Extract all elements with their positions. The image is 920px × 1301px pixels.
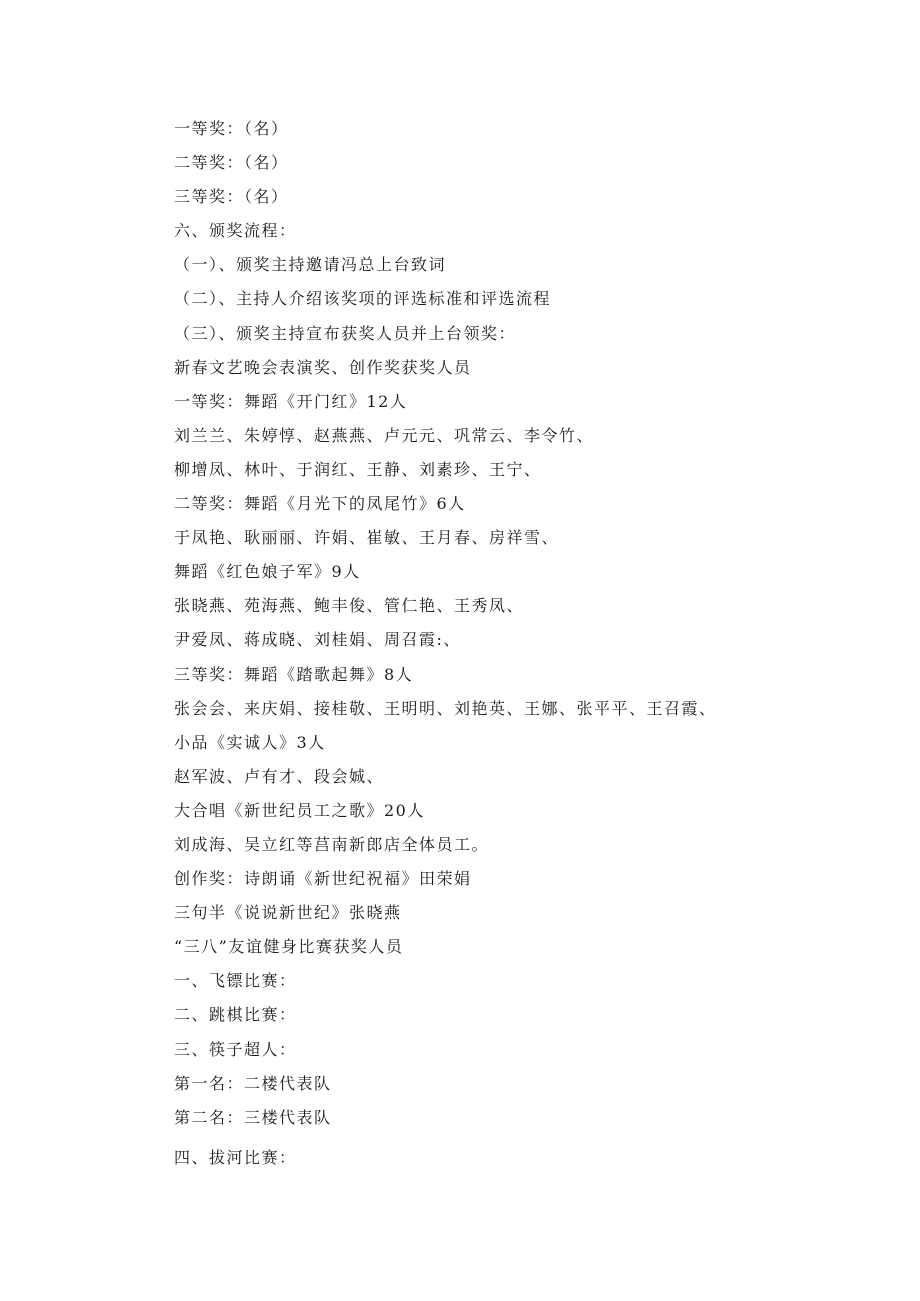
text-line: 四、拔河比赛： [174,1147,297,1167]
text-line: （二）、主持人介绍该奖项的评选标准和评选流程 [174,289,552,309]
text-line: 第一名：二楼代表队 [174,1073,332,1093]
text-line: 小品《实诚人》3人 [174,732,326,752]
text-line: 二等奖：（名） [174,153,289,173]
section-heading: 六、颁奖流程： [174,221,297,241]
text-line: 三等奖：（名） [174,187,289,207]
text-line: 赵军波、卢有才、段会娍、 [174,766,385,786]
text-line: 刘成海、吴立红等莒南新郎店全体员工。 [174,834,490,854]
text-line: 舞蹈《红色娘子军》9人 [174,562,361,582]
text-line: 于凤艳、耿丽丽、许娟、崔敏、王月春、房祥雪、 [174,528,560,548]
text-line: 创作奖：诗朗诵《新世纪祝福》田荣娟 [174,869,472,889]
text-line: 二等奖：舞蹈《月光下的凤尾竹》6人 [174,494,466,514]
text-line: 二、跳棋比赛： [174,1005,297,1025]
text-line: 张会会、来庆娟、接桂敬、王明明、刘艳英、王娜、张平平、王召霞、 [174,698,717,718]
text-line: 三句半《说说新世纪》张晓燕 [174,903,402,923]
section-heading: “三八”友谊健身比赛获奖人员 [174,937,404,957]
text-line: （一）、颁奖主持邀请冯总上台致词 [174,255,447,275]
text-line: 尹爱凤、蒋成晓、刘桂娟、周召霞:、 [174,630,461,650]
text-line: 柳增凤、林叶、于润红、王静、刘素珍、王宁、 [174,459,542,479]
text-line: 张晓燕、苑海燕、鲍丰俊、管仁艳、王秀凤、 [174,596,525,616]
text-line: 一等奖：舞蹈《开门红》12人 [174,391,408,411]
text-line: 第二名：三楼代表队 [174,1107,332,1127]
text-line: 三等奖：舞蹈《踏歌起舞》8人 [174,664,414,684]
text-line: 刘兰兰、朱婷惇、赵燕燕、卢元元、巩常云、李令竹、 [174,425,595,445]
document-body [174,112,874,1175]
text-line: 一等奖：（名） [174,119,289,138]
text-line: （三）、颁奖主持宣布获奖人员并上台领奖： [174,323,517,343]
section-heading: 新春文艺晚会表演奖、创作奖获奖人员 [174,357,472,377]
text-line: 一、飞镖比赛： [174,971,297,991]
text-line: 大合唱《新世纪员工之歌》20人 [174,800,425,820]
text-line: 三、筷子超人： [174,1039,297,1059]
